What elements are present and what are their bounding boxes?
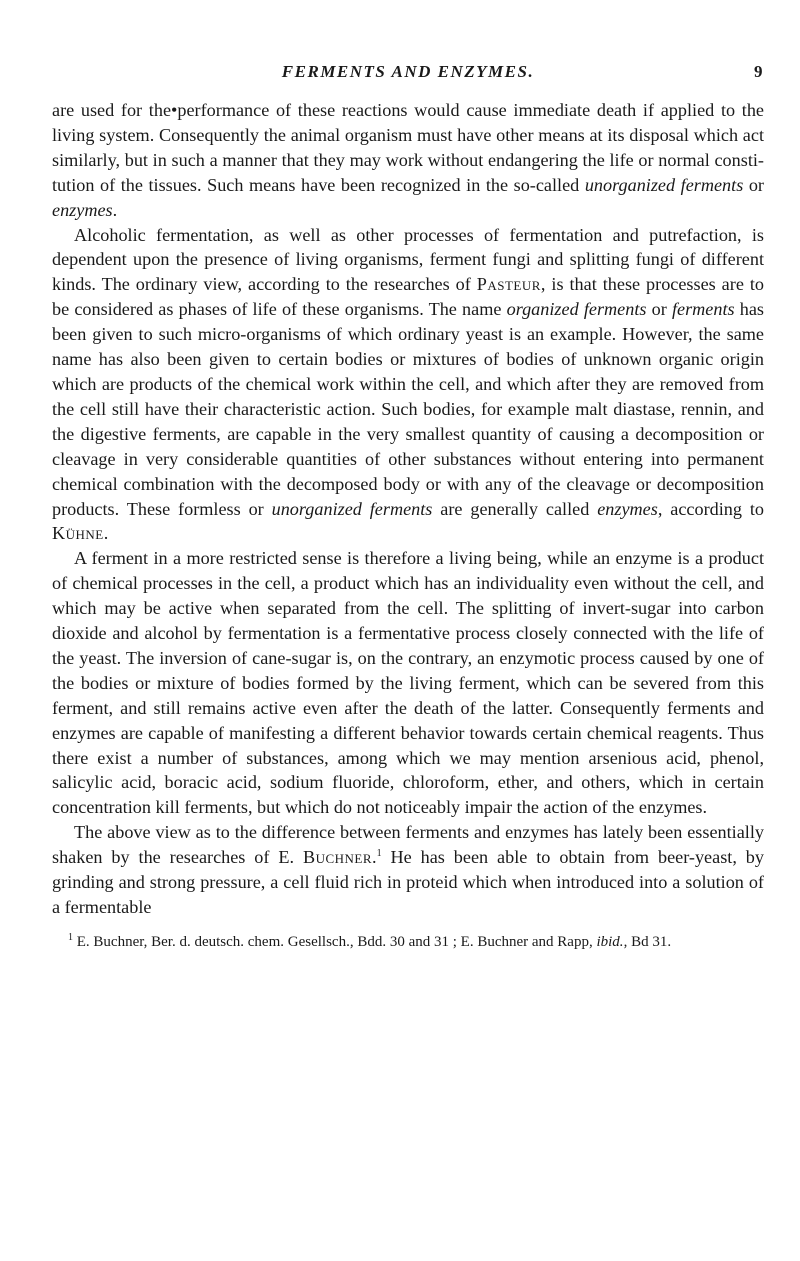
text-run: A ferment in a more restricted sense is therefore a living being, while an enzyme is a product of chemical processes in the cell, a product which has an individuality even without the cell, and which may be active when separated from the cell. The splitting of invert-sugar into carbon dioxide and alcohol by fermentation is a fermentative process closely connected with the life of the yeast. The inversion of cane-sugar is, on the contrary, an enzymotic process caused by one of the bodies or mixture of bodies formed by the living ferment, which can be severed from this ferment, and still remains active even after the death of the latter. Consequently ferments and enzymes are capable of manifesting a different behavior towards certain chemical reagents. Thus there exist a number of substances, among which we may mention arsenious acid, phenol, salicylic acid, boracic acid, sodium fluoride, chloroform, ether, and others, which in certain concentration kill ferments, but which do not noticeably impair the action of the enzymes. <box>52 548 764 818</box>
text-run: or <box>743 174 764 195</box>
text-run: Alcoholic fermentation, as well as other processes of fermentation and putrefaction, is dependent upon the presence of living organisms, ferment fungi and splitting fungi of different kinds. The ordinary view, according to the researches of <box>52 224 764 295</box>
paragraph-4 <box>52 820 764 920</box>
text-run: E. Buchner, Ber. d. deutsch. chem. Gesellsch., Bdd. 30 and 31 ; E. Buchner and Rapp, <box>73 933 597 950</box>
footnote-1 <box>52 932 764 953</box>
text-run: , according to <box>657 498 764 519</box>
text-run: , is that these processes are to be considered as phases of life of these organisms. The name <box>52 274 764 320</box>
text-run: has been given to such micro-organisms of which ordinary yeast is an example. However, the same name has also been given to certain bodies or mixtures of bodies of unknown organic origin which are products of the chemical work within the cell, and which after they are removed from the cell still have their characteristic action. Such bodies, for example malt diastase, rennin, and the digestive ferments, are capable in the very smallest quantity of causing a decomposition or cleavage in very considerable quantities of other substances without entering into permanent chemical combination with the decomposed body or with any of the cleavage or decomposition products. These formless or <box>52 299 764 519</box>
page-number: 9 <box>754 62 764 81</box>
footnote-number: 1 <box>68 931 73 943</box>
text-run: . <box>372 847 377 868</box>
text-run: are generally called <box>432 498 598 519</box>
footnotes <box>52 932 764 953</box>
text-run: . <box>112 199 118 220</box>
text-run: are used for the•performance of these reactions would cause immediate death if applied to the living system. Consequently the animal organism must have other means at its disposal which act similarly, but in such a manner that they may work without endangering the life or normal consti-tution of the tissues. Such means have been recognized in the so-called <box>52 100 764 195</box>
text-run: He has been able to obtain from beer-yeast, by grinding and strong pressure, a cell fluid rich in proteid which when introduced into a solution of a fermentable <box>52 847 764 917</box>
italic-term: enzymes <box>52 199 113 220</box>
text-run: . <box>103 523 109 544</box>
paragraph-1 <box>52 98 764 223</box>
italic-term: ferments <box>671 299 735 320</box>
italic-term: unorganized ferments <box>271 498 433 519</box>
author-name: Buchner <box>302 847 373 868</box>
text-run: or <box>646 299 672 320</box>
author-name: Pasteur <box>476 274 541 295</box>
document-page <box>52 62 764 953</box>
running-header <box>52 62 764 90</box>
italic-term: ibid. <box>596 933 624 950</box>
italic-term: enzymes <box>597 498 658 519</box>
paragraph-2 <box>52 223 764 547</box>
text-run: , Bd 31. <box>623 933 672 950</box>
running-title: FERMENTS AND ENZYMES. <box>281 62 535 81</box>
footnote-marker: 1 <box>376 848 382 860</box>
paragraph-3 <box>52 546 764 820</box>
italic-term: organized ferments <box>506 299 647 320</box>
text-run: The above view as to the difference between ferments and enzymes has lately been essentially shaken by the researches of E. <box>52 822 764 868</box>
body-text <box>52 98 764 920</box>
italic-term: unorganized ferments <box>584 174 744 195</box>
author-name: Kühne <box>52 523 104 544</box>
